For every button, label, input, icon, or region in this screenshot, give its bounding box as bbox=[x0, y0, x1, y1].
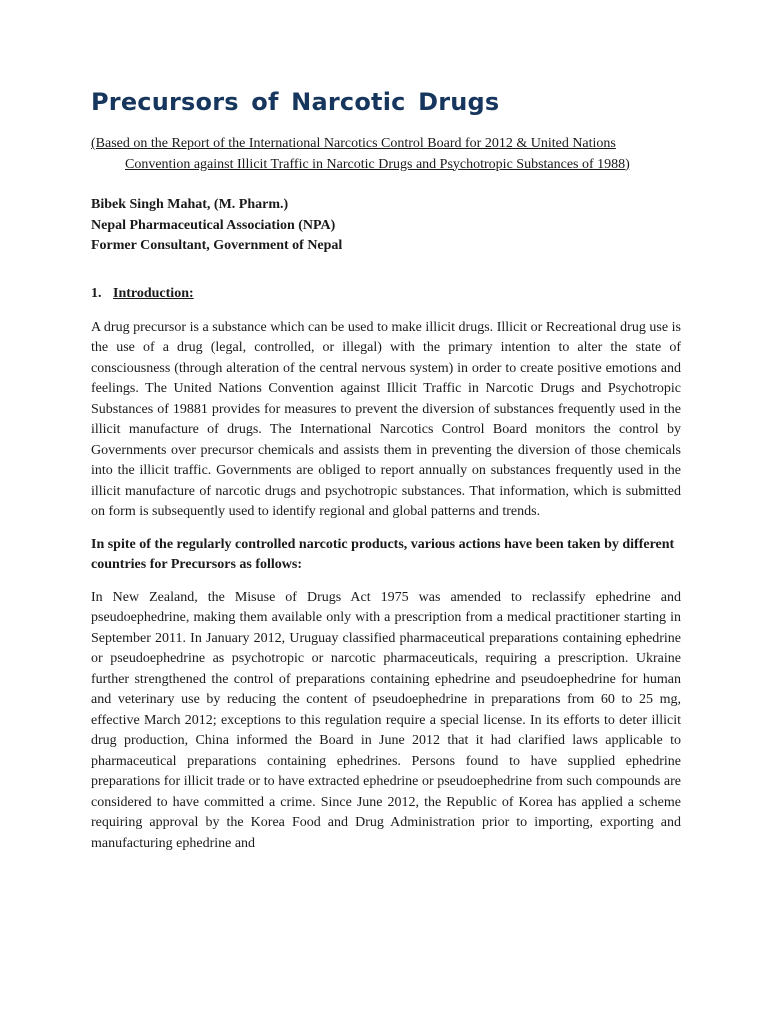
precursor-actions-lead: In spite of the regularly controlled narcotic products, various actions have been taken by different countries for Precursors as follows: bbox=[91, 536, 675, 572]
document-title: Precursors of Narcotic Drugs bbox=[91, 88, 500, 116]
document-page bbox=[91, 88, 681, 866]
author-affiliation: Nepal Pharmaceutical Association (NPA) bbox=[91, 217, 336, 233]
author-name: Bibek Singh Mahat, (M. Pharm.) bbox=[91, 197, 289, 212]
document-subtitle: (Based on the Report of the International Narcotics Control Board for 2012 & United Nations Convention against Illicit Traffic in Narcotic Drugs and Psychotropic Substances of 1988) bbox=[91, 136, 630, 172]
country-actions-paragraph: In New Zealand, the Misuse of Drugs Act 1975 was amended to reclassify ephedrine and pseudoephedrine, making them available only with a prescription from a medical practitioner starting in September 2011. In January 2012, Uruguay classified pharmaceutical preparations containing ephedrine or pseudoephedrine as psychotropic or narcotic pharmaceuticals, requiring a prescription. Ukraine further strengthened the control of preparations containing ephedrine and pseudoephedrine for human and veterinary use by reducing the content of pseudoephedrine in preparations from 60 to 25 mg, effective March 2012; exceptions to this regulation require a special license. In its efforts to deter illicit drug production, China informed the Board in June 2012 that it had clarified laws applicable to pharmaceutical preparations containing ephedrines. Persons found to have supplied ephedrine preparations for illicit trade or to have extracted ephedrine or pseudoephedrine from such compounds are considered to have committed a crime. Since June 2012, the Republic of Korea has applied a scheme requiring approval by the Korea Food and Drug Administration prior to importing, exporting and manufacturing ephedrine and bbox=[91, 589, 681, 851]
author-position: Former Consultant, Government of Nepal bbox=[91, 238, 343, 253]
intro-paragraph: A drug precursor is a substance which can be used to make illicit drugs. Illicit or Recreational drug use is the use of a drug (legal, controlled, or illegal) with the primary intention to alter the state of consciousness (through alteration of the central nervous system) in order to create positive emotions and feelings. The United Nations Convention against Illicit Traffic in Narcotic Drugs and Psychotropic Substances of 19881 provides for measures to prevent the diversion of substances frequently used in the illicit manufacture of drugs. The International Narcotics Control Board monitors the control by Governments over precursor chemicals and assists them in preventing the diversion of those chemicals into the illicit traffic. Governments are obliged to report annually on substances frequently used in the illicit manufacture of narcotic drugs and psychotropic substances. That information, which is submitted on form is subsequently used to identify regional and global patterns and trends. bbox=[91, 319, 681, 519]
section-heading-introduction bbox=[91, 284, 681, 304]
section-label: Introduction: bbox=[113, 285, 194, 301]
author-block bbox=[91, 195, 681, 257]
section-number: 1. bbox=[91, 285, 102, 301]
